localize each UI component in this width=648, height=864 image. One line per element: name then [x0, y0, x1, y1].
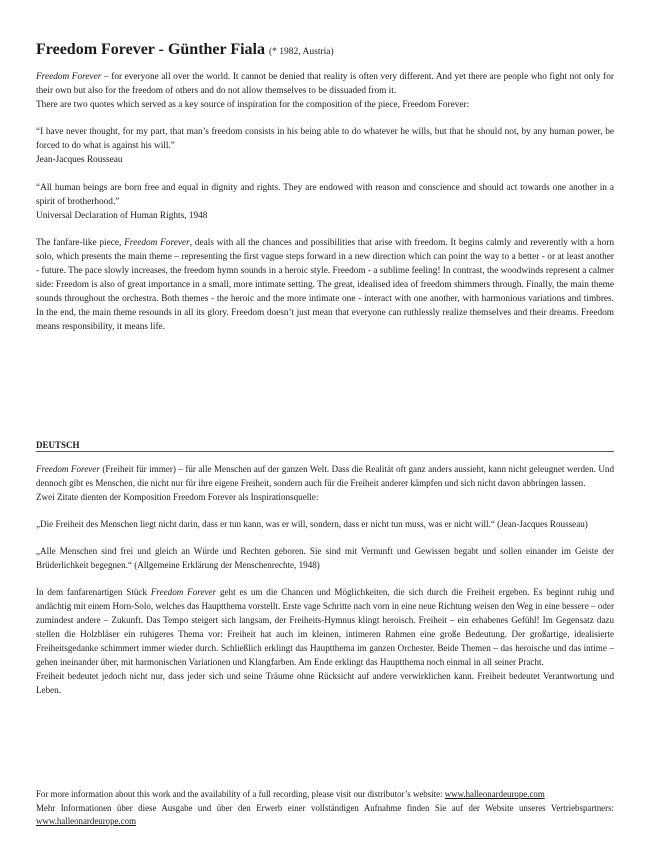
deutsch-body-rest: geht es um die Chancen und Möglichkeiten, die sich durch die Freiheit ergeben. Es beginnt ruhig und andächtig mit einem Horn-Solo, welches das Hauptthema vorstellt. Erste vage Schritte nach vorn in eine neue Richtung weisen den Weg in eine bessere – oder zumindest andere – Zukunft. Das Tempo steigert sich langsam, der Freiheits-Hymnus klingt heroisch. Freiheit – ein erhabenes Gefühl! Im Gegensatz dazu stellen die Holzbläser ein ruhigeres Thema vor: Freiheit hat auch im kleinen, intimeren Rahmen eine große Bedeutung. Der großartige, idealisierte Freiheitsgedanke schimmert immer wieder durch. Schließlich erklingt das Hauptthema im ganzen Orchester. Beide Themen – das heroische und das intime – gehen ineinander über, mit harmonischen Variationen und Klangfarben. Am Ende erklingt das Hauptthema noch einmal in all seiner Pracht. — [36, 587, 614, 667]
footer-deutsch — [36, 802, 614, 829]
english-section — [36, 70, 614, 348]
deutsch-heading: DEUTSCH — [36, 440, 614, 452]
english-quote-2-source: Universal Declaration of Human Rights, 1948 — [36, 210, 208, 221]
page-title — [36, 41, 334, 59]
deutsch-intro-line2: Zwei Zitate dienten der Komposition Freedom Forever als Inspirationsquelle: — [36, 492, 319, 502]
english-intro-text: – for everyone all over the world. It cannot be denied that reality is often very different. And yet there are people who fight not only for their own but also for the freedom of others and do not allow themselves to be dissuaded from it. — [36, 72, 614, 97]
english-intro-title: Freedom Forever — [36, 72, 102, 82]
deutsch-section — [36, 462, 614, 710]
english-body — [36, 236, 614, 335]
deutsch-quote-2: „Alle Menschen sind frei und gleich an Würde und Rechten geboren. Sie sind mit Vernunft und Gewissen begabt und sollen einander im Geiste der Brüderlichkeit begegnen.“ (Allgemeine Erklärung der Menschenrechte, 1948) — [36, 546, 614, 570]
distributor-link-english[interactable]: www.halleonardeurope.com — [444, 789, 545, 799]
deutsch-quote-1: „Die Freiheit des Menschen liegt nicht darin, dass er tun kann, was er will, sondern, dass er nicht tun muss, was er nicht will.“ (Jean-Jacques Rousseau) — [36, 519, 588, 529]
composer-meta: (* 1982, Austria) — [269, 47, 334, 57]
deutsch-intro-title: Freedom Forever — [36, 464, 100, 474]
english-body-start: The fanfare-like piece, — [36, 237, 125, 248]
footer — [36, 788, 614, 829]
deutsch-closing: Freiheit bedeutet jedoch nicht nur, dass jeder sich und seine Träume ohne Rücksicht auf andere verwirklichen kann. Freiheit bedeutet Verantwortung und Leben. — [36, 671, 614, 695]
footer-english — [36, 788, 614, 802]
distributor-link-deutsch[interactable]: www.halleonardeurope.com — [36, 816, 136, 827]
footer-english-text: For more information about this work and the availability of a full recording, please visit our distributor’s website: — [36, 789, 445, 799]
english-body-rest: , deals with all the chances and possibilities that arise with freedom. It begins calmly and reverently with a horn solo, which presents the main theme – representing the first vague steps forward in a new direction which can point the way to a better - or at least another - future. The pace slowly increases, the freedom hymn sounds in a heroic style. Freedom - a sublime feeling! In contrast, the woodwinds represent a calmer side: Freedom is also of great importance in a small, more intimate setting. The great, idealised idea of freedom shimmers through. Finally, the main theme sounds throughout the orchestra. Both themes - the heroic and the more intimate one - interact with one another, with harmonious variations and timbres. In the end, the main theme resounds in all its glory. Freedom doesn’t just mean that everyone can ruthlessly realize themselves and their dreams. Freedom means responsibility, it means life. — [36, 237, 615, 333]
english-intro-line2: There are two quotes which served as a key source of inspiration for the composition of the piece, Freedom Forever: — [36, 100, 470, 111]
deutsch-intro — [36, 462, 614, 490]
english-quote-1: “I have never thought, for my part, that man’s freedom consists in his being able to do whatever he wills, but that he should not, by any human power, be forced to do what is against his will.” — [36, 127, 614, 152]
title-text: Freedom Forever - Günther Fiala — [36, 41, 265, 58]
deutsch-intro-text: (Freiheit für immer) – für alle Menschen auf der ganzen Welt. Dass die Realität oft ganz anders aussieht, kann nicht geleugnet werden. Und dennoch gibt es Menschen, die nicht nur für ihre eigene Freiheit, sondern auch für die Freiheit anderer kämpfen und sich nicht davon abbringen lassen. — [36, 464, 614, 488]
footer-deutsch-text: Mehr Informationen über diese Ausgabe und über den Erwerb einer vollständigen Aufnahme finden Sie auf der Website unseres Vertriebspartners: — [36, 802, 614, 813]
english-body-title: Freedom Forever — [124, 237, 190, 248]
deutsch-body-title: Freedom Forever — [150, 587, 217, 597]
english-quote-1-author: Jean-Jacques Rousseau — [36, 155, 123, 166]
english-intro — [36, 70, 614, 98]
english-quote-2: “All human beings are born free and equal in dignity and rights. They are endowed with reason and conscience and should act towards one another in a spirit of brotherhood.” — [36, 182, 614, 207]
deutsch-body — [36, 585, 614, 669]
deutsch-body-start: In dem fanfarenartigen Stück — [36, 587, 151, 597]
